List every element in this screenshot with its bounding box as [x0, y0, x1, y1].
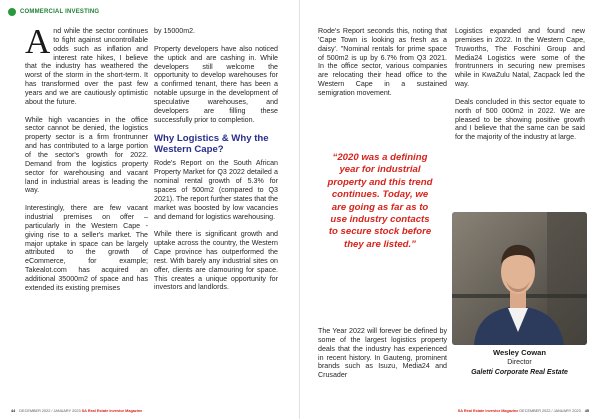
drop-cap: A	[25, 22, 51, 61]
footer-brand: SA Real Estate Investor Magazine	[457, 409, 519, 413]
profile-name: Wesley Cowan	[492, 348, 547, 357]
paragraph: Logistics expanded and found new premises in 2022. In the Western Cape, Truworths, The Foschini Group and Media24 Logistics were some of the frontrunners in securing new premises while in KwaZulu Natal, Zacpack led the way.	[455, 27, 585, 89]
footer-date: DECEMBER 2022 / JANUARY 2023	[519, 409, 581, 413]
paragraph: Property developers have also noticed the uptick and are cashing in. While developers still welcome the opportunity to develop warehouses for a confirmed tenant, there has been a notable upsurge in the development of speculative warehouses, and developers are filling these successfully prior to completion.	[154, 44, 278, 124]
paragraph-text: nd while the sector continues to fight against uncontrollable odds such as inflation and interest rate hikes, I believe that the industry has weathered the worst of the storm in the short-term. It has transformed over the past few years and we are cautiously optimistic about the future.	[25, 27, 148, 106]
page-number: 44	[11, 409, 16, 413]
profile-role: Director	[507, 359, 532, 366]
page-number: 45	[584, 409, 589, 413]
paragraph: by 15000m2.	[154, 27, 196, 35]
footer-left	[8, 409, 142, 414]
section-label: COMMERCIAL INVESTING	[20, 9, 100, 15]
footer-date: DECEMBER 2022 / JANUARY 2023	[19, 409, 81, 413]
section-dot-icon	[8, 8, 16, 16]
paragraph: While there is significant growth and uptake across the country, the Western Cape province has outperformed the rest. With barely any industrial sites on offer, clients are clamouring for space. This creates a unique opportunity for investors and landlords.	[154, 230, 278, 292]
pull-quote: “2020 was a defining year for industrial property and this trend continues. Today, we are going as far as to use industry contacts to secure stock before they are listed.”	[327, 152, 433, 250]
portrait-photo	[452, 212, 587, 345]
footer-right	[458, 409, 592, 414]
paragraph: The Year 2022 will forever be defined by some of the largest logistics property deals that the industry has experienced in recent history. In Gauteng, prominent brands such as Isuzu, Media24 and Crusader	[318, 327, 447, 380]
footer-brand: SA Real Estate Investor Magazine	[81, 409, 143, 413]
profile-caption	[452, 348, 587, 377]
section-tag	[8, 7, 99, 17]
section-heading: Why Logistics & Why the Western Cape?	[154, 133, 269, 156]
paragraph: Interestingly, there are few vacant industrial premises on offer – particularly in the Western Cape - giving rise to a seller's market. The major uptake in space can be largely attributed to the growth of eCommerce, for example; Takealot.com has acquired an additional 35000m2 of space and has extended its existing premises	[25, 204, 148, 292]
column-1	[25, 22, 148, 302]
column-3-bottom	[318, 327, 447, 389]
column-2	[154, 27, 278, 301]
paragraph: While high vacancies in the office sector cannot be denied, the logistics property sector is a firm frontrunner and has contributed to a large portion of the sector's growth for 2022. Demand from the logistics property sector for warehousing and vacant land in industrial areas is leading the way.	[25, 115, 148, 195]
column-4	[455, 27, 585, 151]
paragraph: Rode's Report on the South African Property Market for Q3 2022 detailed a nominal rental growth of 5.3% for spaces of 500m2 (compared to Q3 2021). The report further states that the market was boosted by low vacancies and demand for logistics warehousing.	[154, 159, 278, 221]
paragraph	[25, 22, 148, 107]
paragraph: Deals concluded in this sector equate to north of 500 000m2 in 2022. We are pleased to be showing positive growth and I believe that the same can be said for the majority of the industry at large.	[455, 97, 585, 142]
paragraph: Rode's Report seconds this, noting that 'Cape Town is looking as fresh as a daisy'. "Nominal rentals for prime space of 500m2 is up by 6.7% from Q3 2021. In the office sector, various companies are relocating their head office to the Western Cape in a sustained semigration movement.	[318, 27, 447, 97]
profile-company: Galetti Corporate Real Estate	[471, 368, 568, 376]
portrait-image	[452, 212, 587, 345]
column-3-top	[318, 27, 447, 107]
